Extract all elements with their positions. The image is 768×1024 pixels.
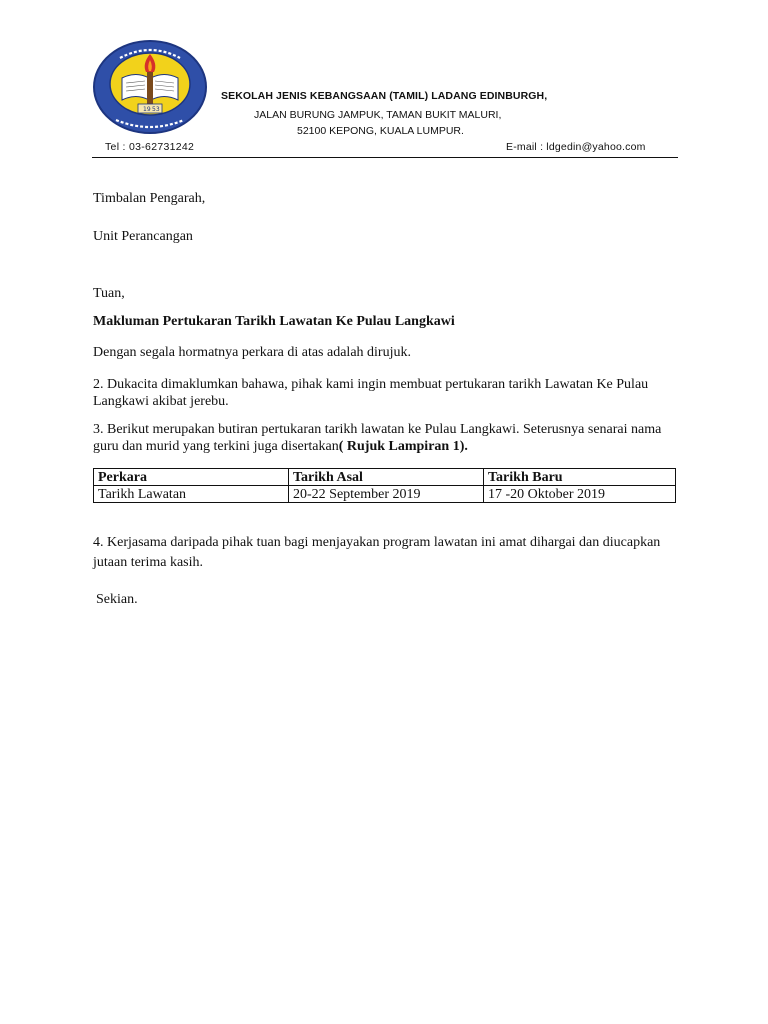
closing: Sekian.	[96, 592, 138, 607]
paragraph-4: 4. Kerjasama daripada pihak tuan bagi menjayakan program lawatan ini amat dihargai dan diucapkan jutaan terima kasih.	[93, 535, 661, 570]
paragraph-3-reference: ( Rujuk Lampiran 1).	[338, 439, 468, 454]
crest-year-left: 19	[143, 106, 151, 113]
address-line-2: 52100 KEPONG, KUALA LUMPUR.	[297, 125, 464, 137]
school-name: SEKOLAH JENIS KEBANGSAAN (TAMIL) LADANG EDINBURGH,	[221, 90, 548, 102]
table-header-cell: Tarikh Baru	[484, 469, 676, 486]
table-row	[94, 486, 676, 503]
email-address[interactable]: E-mail : ldgedin@yahoo.com	[506, 141, 646, 153]
address-line-1: JALAN BURUNG JAMPUK, TAMAN BUKIT MALURI,	[254, 109, 502, 121]
paragraph-1: Dengan segala hormatnya perkara di atas adalah dirujuk.	[93, 345, 411, 360]
recipient-unit: Unit Perancangan	[93, 229, 193, 244]
table-cell: 17 -20 Oktober 2019	[484, 486, 676, 503]
telephone: Tel : 03-62731242	[105, 141, 195, 153]
table-cell: Tarikh Lawatan	[94, 486, 289, 503]
table-cell: 20-22 September 2019	[289, 486, 484, 503]
table-header-cell: Tarikh Asal	[289, 469, 484, 486]
paragraph-3	[93, 421, 673, 455]
letterhead-divider	[92, 157, 678, 158]
paragraph-2: 2. Dukacita dimaklumkan bahawa, pihak kami ingin membuat pertukaran tarikh Lawatan Ke Pulau Langkawi akibat jerebu.	[93, 377, 649, 409]
date-change-table	[93, 468, 676, 503]
salutation: Tuan,	[93, 286, 125, 301]
table-header-cell: Perkara	[94, 469, 289, 486]
paragraph-3-text: 3. Berikut merupakan butiran pertukaran tarikh lawatan ke Pulau Langkawi. Seterusnya senarai nama guru dan murid yang terkini juga disertakan	[93, 422, 662, 454]
crest-year-right: 53	[152, 106, 160, 113]
recipient-title: Timbalan Pengarah,	[93, 191, 206, 206]
letter-subject: Makluman Pertukaran Tarikh Lawatan Ke Pulau Langkawi	[93, 314, 455, 329]
school-crest-icon	[92, 38, 208, 136]
table-header-row	[94, 469, 676, 486]
